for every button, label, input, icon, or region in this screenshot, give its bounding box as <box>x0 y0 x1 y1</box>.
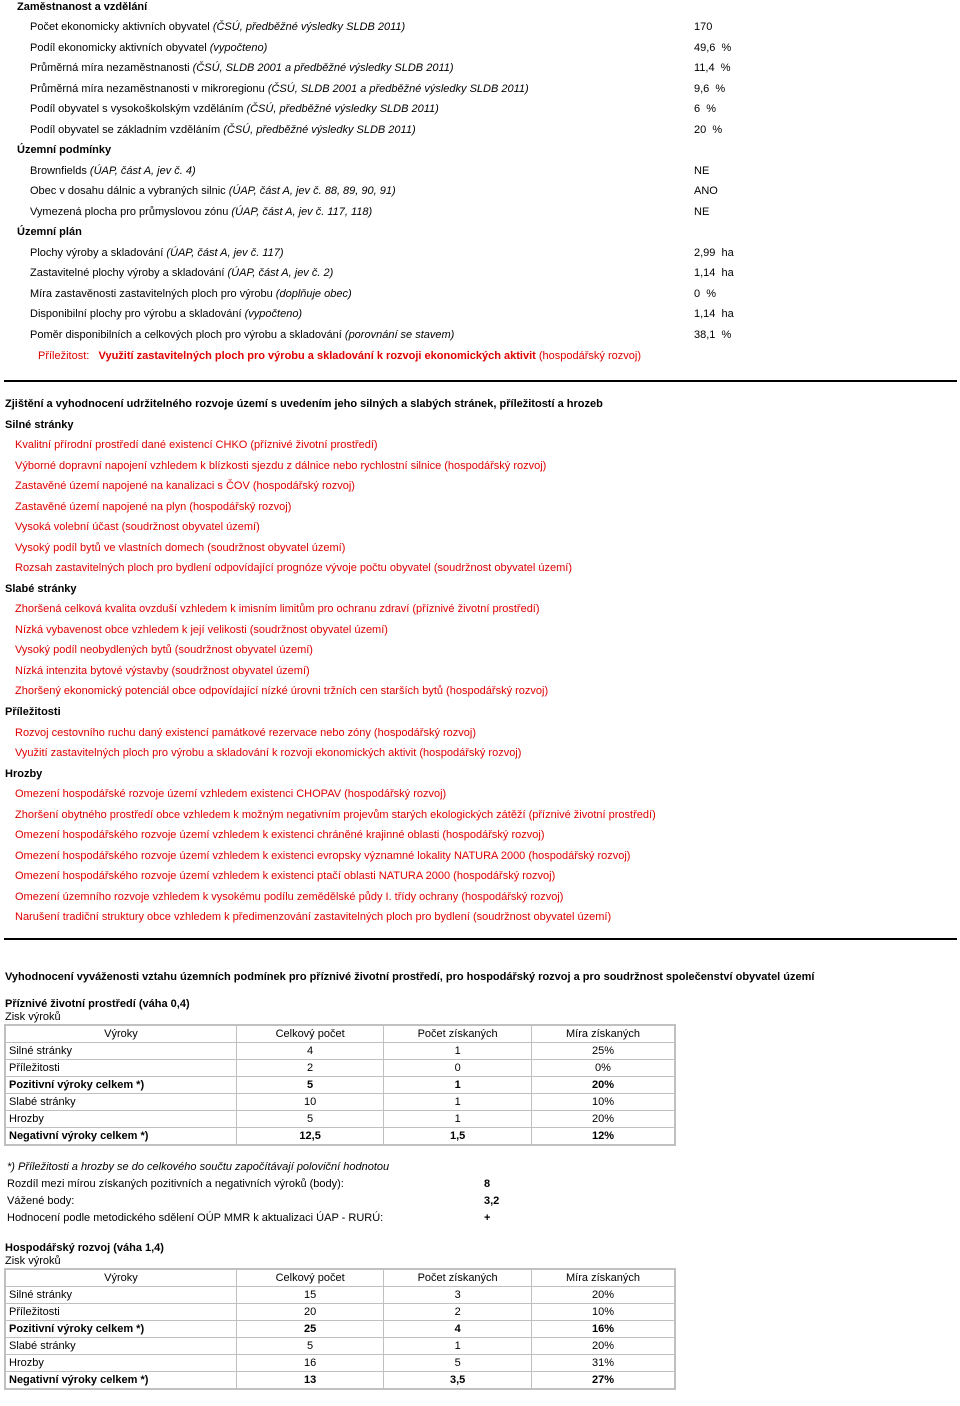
list-item: Nízká vybavenost obce vzhledem k její velikosti (soudržnost obyvatel území) <box>15 624 388 636</box>
table-cell: Příležitosti <box>5 1060 236 1077</box>
condition-row-value: ANO <box>694 185 718 197</box>
table-row <box>5 1060 675 1077</box>
column-header: Celkový počet <box>236 1025 383 1043</box>
table-cell: 20% <box>532 1111 676 1128</box>
table-cell: 25% <box>532 1043 676 1060</box>
condition-row-value: NE <box>694 206 710 218</box>
plan-opportunity <box>38 349 641 363</box>
econ-heading: Hospodářský rozvoj (váha 1,4) <box>5 1242 164 1254</box>
plan-row-label: Poměr disponibilních a celkových ploch pro výrobu a skladování (porovnání se stavem) <box>30 329 455 341</box>
table-row-total <box>5 1372 675 1390</box>
threats-heading: Hrozby <box>5 768 43 780</box>
table-row <box>5 1111 675 1128</box>
table-cell: 1 <box>384 1338 532 1355</box>
list-item: Zhoršená celková kvalita ovzduší vzhledem k imisním limitům pro ochranu zdraví (příznivé životní prostředí) <box>15 603 540 615</box>
table-row <box>5 1304 675 1321</box>
list-item: Rozvoj cestovního ruchu daný existencí památkové rezervace nebo zóny (hospodářský rozvoj) <box>15 727 477 739</box>
opportunities-heading: Příležitosti <box>5 706 61 718</box>
list-item: Rozsah zastavitelných ploch pro bydlení odpovídající prognóze vývoje počtu obyvatel (soudržnost obyvatel území) <box>15 562 573 574</box>
section-divider <box>4 938 957 940</box>
table-cell: 12,5 <box>236 1128 383 1146</box>
column-header: Výroky <box>5 1025 236 1043</box>
summary-label: Hodnocení podle metodického sdělení OÚP MMR k aktualizaci ÚAP - RURÚ: <box>7 1212 384 1224</box>
table-cell: Slabé stránky <box>5 1338 236 1355</box>
list-item: Omezení územního rozvoje vzhledem k vysokému podílu zemědělské půdy I. třídy ochrany (hospodářský rozvoj) <box>15 891 564 903</box>
summary-value: 3,2 <box>484 1195 500 1207</box>
column-header: Míra získaných <box>532 1025 676 1043</box>
table-header-row <box>5 1025 675 1043</box>
table-row <box>5 1094 675 1111</box>
column-header: Míra získaných <box>532 1269 676 1287</box>
summary-value: + <box>484 1212 491 1224</box>
employment-row-value: 49,6 % <box>694 42 732 54</box>
table-cell: 5 <box>384 1355 532 1372</box>
summary-label: Rozdíl mezi mírou získaných pozitivních a negativních výroků (body): <box>7 1178 344 1190</box>
list-item: Výborné dopravní napojení vzhledem k blízkosti sjezdu z dálnice nebo rychlostní silnice (hospodářský rozvoj) <box>15 460 547 472</box>
table-cell: Pozitivní výroky celkem *) <box>5 1077 236 1094</box>
table-cell: 20% <box>532 1077 676 1094</box>
territorial-plan-heading: Územní plán <box>17 226 82 238</box>
list-item: Nízká intenzita bytové výstavby (soudržnost obyvatel území) <box>15 665 310 677</box>
summary-label: Vážené body: <box>7 1195 75 1207</box>
table-cell: Hrozby <box>5 1355 236 1372</box>
table-cell: 27% <box>532 1372 676 1390</box>
table-cell: Negativní výroky celkem *) <box>5 1128 236 1146</box>
employment-row-value: 6 % <box>694 103 717 115</box>
plan-row-label: Míra zastavěnosti zastavitelných ploch pro výrobu (doplňuje obec) <box>30 288 352 300</box>
table-cell: Silné stránky <box>5 1287 236 1304</box>
plan-row-value: 2,99 ha <box>694 247 734 259</box>
table-cell: 15 <box>236 1287 383 1304</box>
list-item: Omezení hospodářského rozvoje území vzhledem k existenci chráněné krajinné oblasti (hospodářský rozvoj) <box>15 829 545 841</box>
table-cell: 1 <box>384 1111 532 1128</box>
table-cell: 2 <box>236 1060 383 1077</box>
env-heading: Příznivé životní prostředí (váha 0,4) <box>5 998 190 1010</box>
table-cell: Silné stránky <box>5 1043 236 1060</box>
table-cell: 1,5 <box>384 1128 532 1146</box>
table-row <box>5 1043 675 1060</box>
column-header: Celkový počet <box>236 1269 383 1287</box>
table-cell: 0 <box>384 1060 532 1077</box>
table-cell: Příležitosti <box>5 1304 236 1321</box>
list-item: Vysoký podíl neobydlených bytů (soudržnost obyvatel území) <box>15 644 313 656</box>
list-item: Omezení hospodářské rozvoje území vzhledem existenci CHOPAV (hospodářský rozvoj) <box>15 788 447 800</box>
table-cell: 20 <box>236 1304 383 1321</box>
env-footnote: *) Příležitosti a hrozby se do celkového součtu započítávají poloviční hodnotou <box>7 1161 390 1173</box>
list-item: Narušení tradiční struktury obce vzhledem k předimenzování zastavitelných ploch pro bydlení (soudržnost obyvatel území) <box>15 911 612 923</box>
list-item: Vysoký podíl bytů ve vlastních domech (soudržnost obyvatel území) <box>15 542 346 554</box>
column-header: Počet získaných <box>384 1269 532 1287</box>
table-cell: 5 <box>236 1338 383 1355</box>
condition-row-label: Obec v dosahu dálnic a vybraných silnic (ÚAP, část A, jev č. 88, 89, 90, 91) <box>30 185 396 197</box>
opportunity-label: Příležitost: <box>38 350 90 362</box>
plan-row-value: 38,1 % <box>694 329 732 341</box>
table-cell: 5 <box>236 1077 383 1094</box>
table-cell: 4 <box>236 1043 383 1060</box>
condition-row-label: Vymezená plocha pro průmyslovou zónu (ÚAP, část A, jev č. 117, 118) <box>30 206 373 218</box>
territorial-conditions-heading: Územní podmínky <box>17 144 112 156</box>
employment-row-label: Průměrná míra nezaměstnanosti v mikroregionu (ČSÚ, SLDB 2001 a předběžné výsledky SLDB 2011) <box>30 83 529 95</box>
list-item: Omezení hospodářského rozvoje území vzhledem k existenci evropsky významné lokality NATURA 2000 (hospodářský rozvoj) <box>15 850 631 862</box>
table-cell: 20% <box>532 1287 676 1304</box>
table-cell: 5 <box>236 1111 383 1128</box>
table-cell: 12% <box>532 1128 676 1146</box>
employment-heading: Zaměstnanost a vzdělání <box>17 1 148 13</box>
employment-row-label: Podíl ekonomicky aktivních obyvatel (vypočteno) <box>30 42 268 54</box>
table-cell: 16% <box>532 1321 676 1338</box>
env-table <box>4 1024 676 1146</box>
table-row-total <box>5 1321 675 1338</box>
table-cell: 3,5 <box>384 1372 532 1390</box>
employment-row-label: Počet ekonomicky aktivních obyvatel (ČSÚ, předběžné výsledky SLDB 2011) <box>30 21 406 33</box>
swot-heading: Zjištění a vyhodnocení udržitelného rozvoje území s uvedením jeho silných a slabých stránek, příležitostí a hrozeb <box>5 398 603 410</box>
plan-row-label: Plochy výroby a skladování (ÚAP, část A, jev č. 117) <box>30 247 284 259</box>
strengths-heading: Silné stránky <box>5 419 74 431</box>
table-cell: 1 <box>384 1043 532 1060</box>
opportunity-tag: (hospodářský rozvoj) <box>538 350 641 362</box>
table-cell: 25 <box>236 1321 383 1338</box>
table-cell: 10 <box>236 1094 383 1111</box>
employment-row-value: 20 % <box>694 124 723 136</box>
table-row-total <box>5 1128 675 1146</box>
condition-row-value: NE <box>694 165 710 177</box>
table-cell: 20% <box>532 1338 676 1355</box>
plan-row-label: Zastavitelné plochy výroby a skladování (ÚAP, část A, jev č. 2) <box>30 267 334 279</box>
table-cell: Hrozby <box>5 1111 236 1128</box>
table-cell: Negativní výroky celkem *) <box>5 1372 236 1390</box>
list-item: Zastavěné území napojené na kanalizaci s ČOV (hospodářský rozvoj) <box>15 480 355 492</box>
table-row <box>5 1287 675 1304</box>
env-subheading: Zisk výroků <box>5 1011 61 1023</box>
table-cell: Slabé stránky <box>5 1094 236 1111</box>
table-cell: 4 <box>384 1321 532 1338</box>
opportunity-text: Využití zastavitelných ploch pro výrobu a skladování k rozvoji ekonomických aktivit <box>98 350 536 362</box>
weaknesses-heading: Slabé stránky <box>5 583 77 595</box>
table-cell: 31% <box>532 1355 676 1372</box>
table-cell: 1 <box>384 1077 532 1094</box>
table-row <box>5 1355 675 1372</box>
employment-row-value: 9,6 % <box>694 83 726 95</box>
list-item: Zhoršený ekonomický potenciál obce odpovídající nízké úrovni tržních cen starších bytů (hospodářský rozvoj) <box>15 685 549 697</box>
employment-row-label: Podíl obyvatel s vysokoškolským vzděláním (ČSÚ, předběžné výsledky SLDB 2011) <box>30 103 439 115</box>
list-item: Využití zastavitelných ploch pro výrobu a skladování k rozvoji ekonomických aktivit (hospodářský rozvoj) <box>15 747 522 759</box>
summary-value: 8 <box>484 1178 491 1190</box>
plan-row-value: 1,14 ha <box>694 267 734 279</box>
table-row <box>5 1338 675 1355</box>
table-cell: 1 <box>384 1094 532 1111</box>
table-cell: 2 <box>384 1304 532 1321</box>
table-cell: 16 <box>236 1355 383 1372</box>
table-header-row <box>5 1269 675 1287</box>
table-cell: 0% <box>532 1060 676 1077</box>
table-cell: Pozitivní výroky celkem *) <box>5 1321 236 1338</box>
list-item: Zhoršení obytného prostředí obce vzhledem k možným negativním projevům starých ekologických zátěží (příznivé životní prostředí) <box>15 809 656 821</box>
econ-table <box>4 1268 676 1390</box>
employment-row-value: 170 <box>694 21 713 33</box>
table-cell: 13 <box>236 1372 383 1390</box>
employment-row-label: Průměrná míra nezaměstnanosti (ČSÚ, SLDB 2001 a předběžné výsledky SLDB 2011) <box>30 62 454 74</box>
table-cell: 3 <box>384 1287 532 1304</box>
list-item: Zastavěné území napojené na plyn (hospodářský rozvoj) <box>15 501 292 513</box>
list-item: Vysoká volební účast (soudržnost obyvatel území) <box>15 521 260 533</box>
section-divider <box>4 380 957 382</box>
column-header: Výroky <box>5 1269 236 1287</box>
plan-row-value: 1,14 ha <box>694 308 734 320</box>
list-item: Kvalitní přírodní prostředí dané existencí CHKO (příznivé životní prostředí) <box>15 439 378 451</box>
column-header: Počet získaných <box>384 1025 532 1043</box>
employment-row-value: 11,4 % <box>694 62 731 74</box>
econ-subheading: Zisk výroků <box>5 1255 61 1267</box>
list-item: Omezení hospodářského rozvoje území vzhledem k existenci ptačí oblasti NATURA 2000 (hospodářský rozvoj) <box>15 870 556 882</box>
condition-row-label: Brownfields (ÚAP, část A, jev č. 4) <box>30 165 196 177</box>
balance-heading: Vyhodnocení vyváženosti vztahu územních podmínek pro příznivé životní prostředí, pro hospodářský rozvoj a pro soudržnost společenství obyvatel území <box>5 971 815 983</box>
employment-row-label: Podíl obyvatel se základním vzděláním (ČSÚ, předběžné výsledky SLDB 2011) <box>30 124 416 136</box>
plan-row-label: Disponibilní plochy pro výrobu a skladování (vypočteno) <box>30 308 303 320</box>
plan-row-value: 0 % <box>694 288 717 300</box>
table-row-total <box>5 1077 675 1094</box>
table-cell: 10% <box>532 1304 676 1321</box>
table-cell: 10% <box>532 1094 676 1111</box>
